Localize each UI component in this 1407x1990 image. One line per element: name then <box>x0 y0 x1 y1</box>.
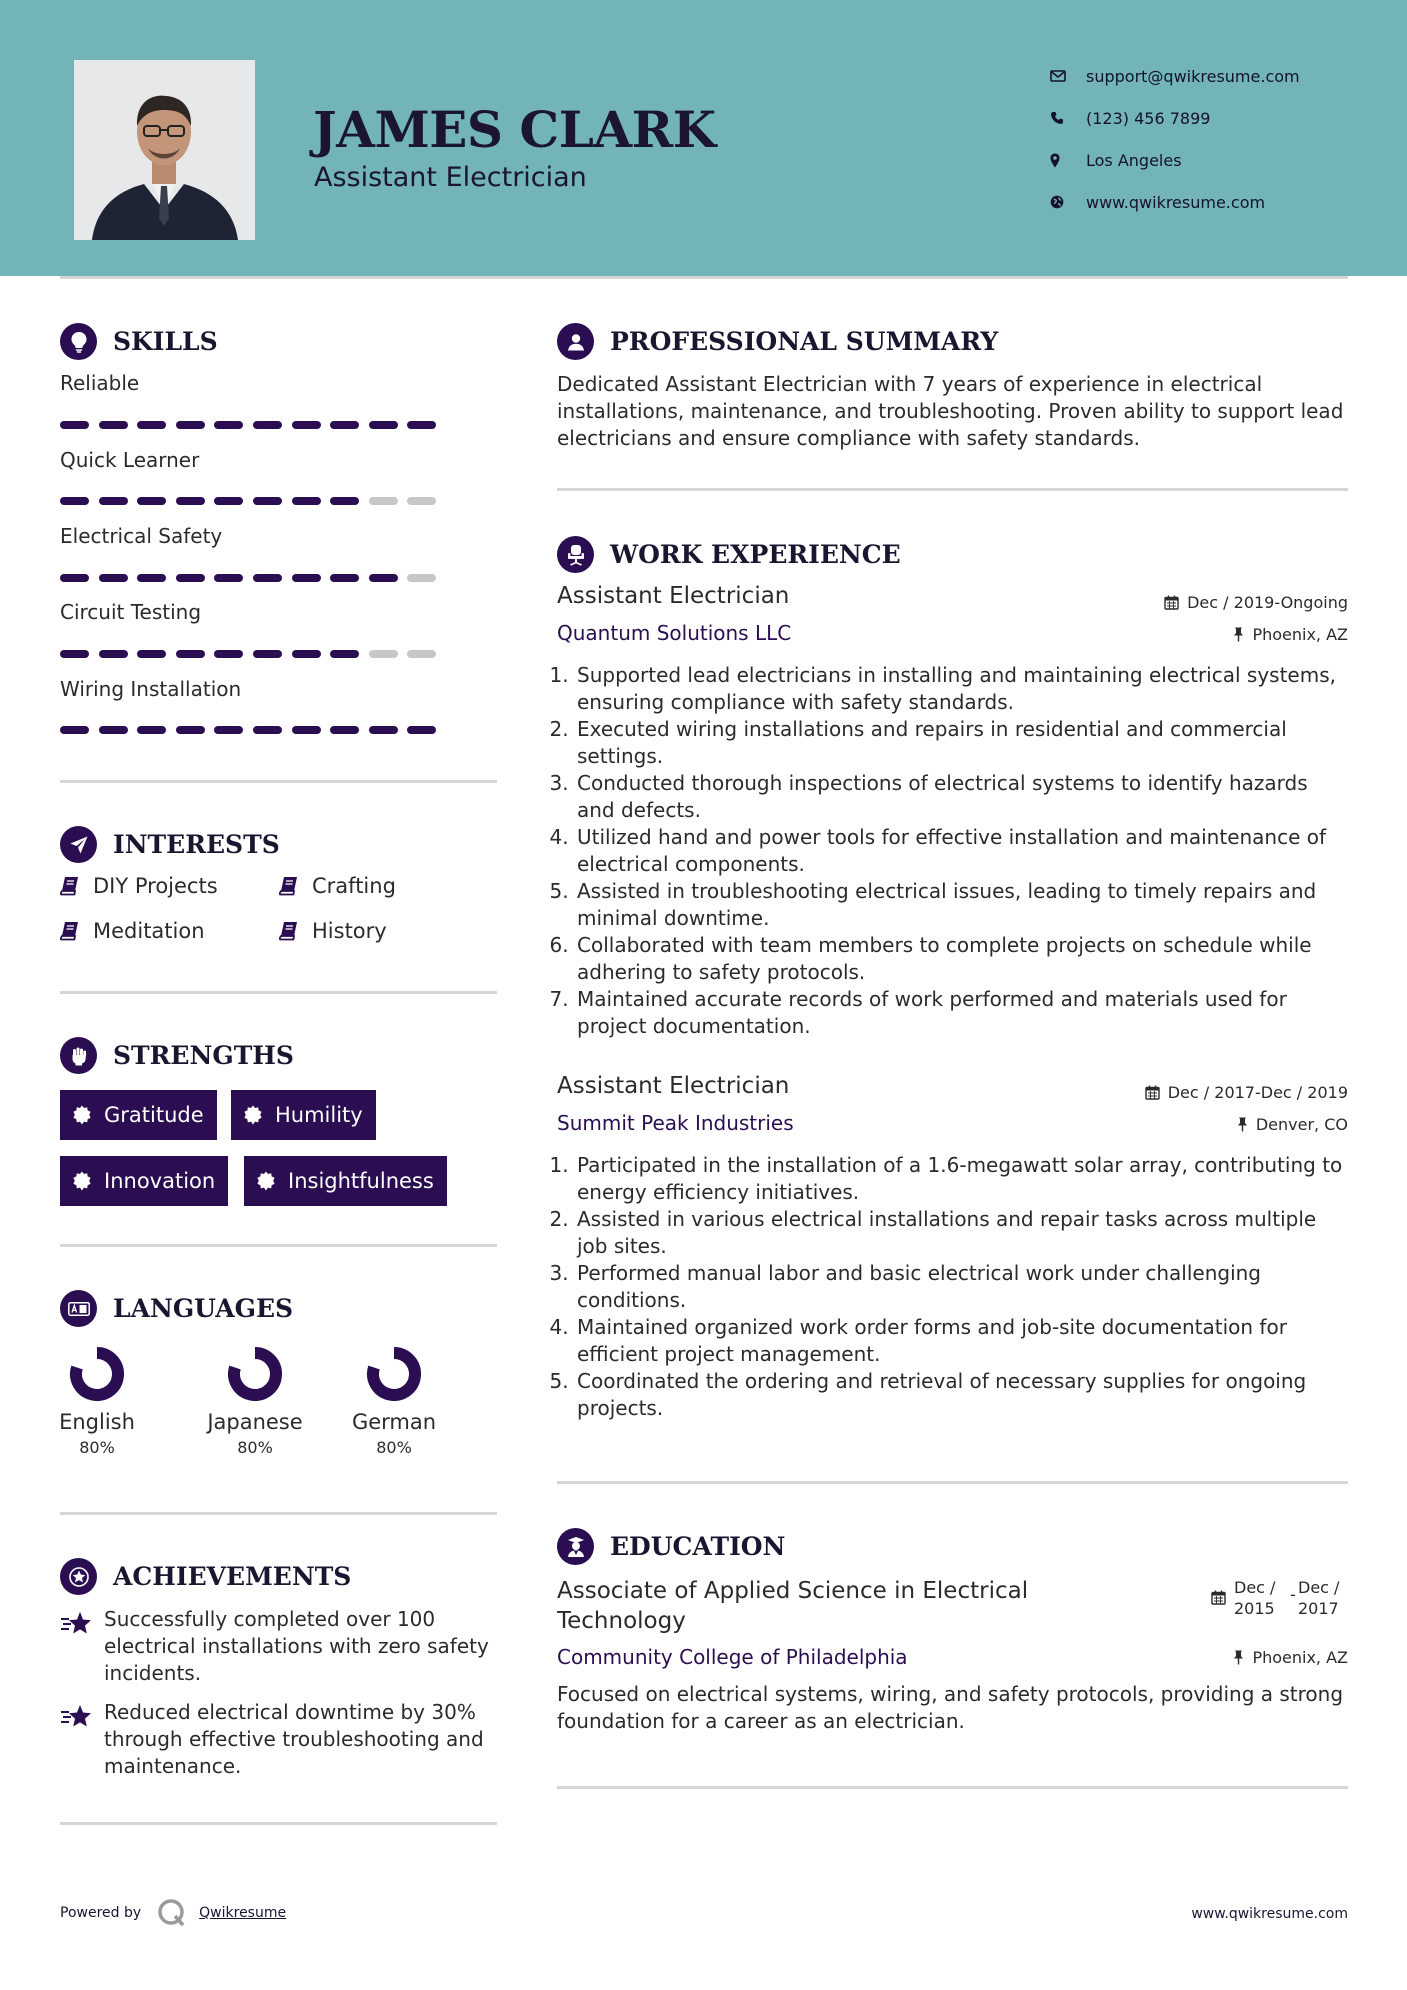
skill-level-bar <box>60 726 446 734</box>
badge-star-icon <box>243 1105 263 1125</box>
language-level-ring <box>362 1342 426 1406</box>
strength-tag: Gratitude <box>60 1090 217 1140</box>
interest-item: History <box>279 919 387 943</box>
job-location: Denver, CO <box>1237 1115 1348 1134</box>
calendar-icon <box>1211 1590 1226 1605</box>
skill-level-segment <box>407 421 436 429</box>
language-level-ring <box>223 1342 287 1406</box>
skill-name: Wiring Installation <box>60 677 242 701</box>
skill-level-segment <box>176 421 205 429</box>
skill-level-segment <box>369 574 398 582</box>
skill-level-segment <box>214 497 243 505</box>
lightbulb-icon <box>60 323 97 360</box>
list-item: 2. Executed wiring installations and repairs in residential and commercial settings. <box>575 716 1350 770</box>
language-item: Japanese 80% <box>200 1342 310 1457</box>
interest-item: Meditation <box>60 919 205 943</box>
list-item: 6. Collaborated with team members to complete projects on schedule while adhering to safety protocols. <box>575 932 1350 986</box>
book-icon <box>60 921 79 941</box>
candidate-name: JAMES CLARK <box>313 100 716 159</box>
education-heading: EDUCATION <box>557 1528 785 1565</box>
education-description: Focused on electrical systems, wiring, and safety protocols, providing a strong foundation for a career as an electrician. <box>557 1682 1344 1733</box>
strength-tag: Humility <box>231 1090 376 1140</box>
book-icon <box>279 921 298 941</box>
achievements-heading: ACHIEVEMENTS <box>60 1558 351 1595</box>
list-item: 5. Assisted in troubleshooting electrical issues, leading to timely repairs and minimal downtime. <box>575 878 1350 932</box>
company-name: Quantum Solutions LLC <box>557 621 792 645</box>
section-divider <box>60 991 497 994</box>
strength-tag: Innovation <box>60 1156 228 1206</box>
shooting-star-icon <box>60 1699 104 1780</box>
skill-level-segment <box>253 421 282 429</box>
skill-level-segment <box>292 650 321 658</box>
company-name: Summit Peak Industries <box>557 1111 794 1135</box>
job-dates: Dec / 2019-Ongoing <box>1164 593 1348 612</box>
skill-level-segment <box>407 574 436 582</box>
skill-level-segment <box>253 574 282 582</box>
skill-level-bar <box>60 650 446 658</box>
skill-level-segment <box>99 421 128 429</box>
section-divider <box>557 1786 1348 1789</box>
skill-level-segment <box>99 726 128 734</box>
skill-level-segment <box>292 497 321 505</box>
skills-heading: SKILLS <box>60 323 218 360</box>
paper-plane-icon <box>60 826 97 863</box>
phone-icon <box>1050 107 1086 129</box>
summary-heading: PROFESSIONAL SUMMARY <box>557 323 998 360</box>
job-dates: Dec / 2017-Dec / 2019 <box>1145 1083 1348 1102</box>
language-item: German 80% <box>344 1342 444 1457</box>
contact-phone[interactable]: (123) 456 7899 <box>1050 97 1300 139</box>
skill-level-segment <box>176 574 205 582</box>
user-circle-icon <box>557 323 594 360</box>
skill-name: Electrical Safety <box>60 524 223 548</box>
section-divider <box>60 1822 497 1825</box>
briefcase-chair-icon <box>557 536 594 573</box>
calendar-icon <box>1145 1085 1160 1100</box>
contact-list <box>1050 55 1300 223</box>
shooting-star-icon <box>60 1606 104 1687</box>
globe-icon <box>1050 191 1086 213</box>
pushpin-icon <box>1233 1650 1244 1665</box>
strengths-heading: STRENGTHS <box>60 1037 294 1074</box>
education-location: Phoenix, AZ <box>1233 1648 1348 1667</box>
interest-item: DIY Projects <box>60 874 218 898</box>
skill-level-segment <box>292 726 321 734</box>
skill-level-segment <box>99 650 128 658</box>
job-responsibilities <box>557 1152 1350 1422</box>
skill-level-segment <box>407 497 436 505</box>
list-item: 4. Maintained organized work order forms and job-site documentation for efficient project management. <box>575 1314 1350 1368</box>
resume-header <box>0 0 1407 276</box>
skill-level-segment <box>176 650 205 658</box>
badge-star-icon <box>256 1171 276 1191</box>
skill-level-segment <box>99 574 128 582</box>
interests-heading: INTERESTS <box>60 826 280 863</box>
award-star-icon <box>60 1558 97 1595</box>
language-level-ring <box>65 1342 129 1406</box>
skill-level-segment <box>369 497 398 505</box>
interest-item: Crafting <box>279 874 396 898</box>
skill-level-segment <box>330 574 359 582</box>
language-item: English 80% <box>52 1342 142 1457</box>
skill-level-segment <box>60 497 89 505</box>
skill-name: Circuit Testing <box>60 600 202 624</box>
skill-level-segment <box>330 726 359 734</box>
achievement-item: Reduced electrical downtime by 30% through effective troubleshooting and maintenance. <box>60 1699 504 1780</box>
book-icon <box>60 876 79 896</box>
job-title: Assistant Electrician <box>557 583 790 609</box>
section-divider <box>60 1512 497 1515</box>
skill-level-bar <box>60 421 446 429</box>
raised-fist-icon <box>60 1037 97 1074</box>
language-level-arc <box>234 1353 276 1395</box>
job-title: Assistant Electrician <box>557 1073 790 1099</box>
skill-level-segment <box>369 650 398 658</box>
skill-name: Reliable <box>60 371 140 395</box>
skill-level-segment <box>176 726 205 734</box>
skill-level-bar <box>60 497 446 505</box>
skill-level-segment <box>253 497 282 505</box>
skill-level-segment <box>369 726 398 734</box>
qwikresume-logo-icon <box>157 1898 187 1928</box>
skill-level-segment <box>214 726 243 734</box>
skill-level-segment <box>330 421 359 429</box>
contact-location: Los Angeles <box>1050 139 1300 181</box>
skill-level-segment <box>330 497 359 505</box>
envelope-icon <box>1050 65 1086 87</box>
language-icon <box>60 1290 97 1327</box>
book-icon <box>279 876 298 896</box>
skill-level-segment <box>253 726 282 734</box>
skill-level-segment <box>292 421 321 429</box>
skill-level-segment <box>176 497 205 505</box>
skill-level-segment <box>214 574 243 582</box>
skill-level-segment <box>60 574 89 582</box>
skill-level-segment <box>137 726 166 734</box>
skill-level-segment <box>137 497 166 505</box>
section-divider <box>557 1481 1348 1484</box>
graduate-icon <box>557 1528 594 1565</box>
achievement-item: Successfully completed over 100 electrical installations with zero safety incidents. <box>60 1606 504 1687</box>
skill-level-segment <box>407 650 436 658</box>
header-divider <box>60 276 1348 279</box>
degree-title: Associate of Applied Science in Electrical Technology <box>557 1578 1029 1634</box>
pushpin-icon <box>1237 1117 1248 1132</box>
contact-email[interactable]: support@qwikresume.com <box>1050 55 1300 97</box>
skill-level-segment <box>407 726 436 734</box>
section-divider <box>60 1244 497 1247</box>
skill-level-segment <box>214 650 243 658</box>
summary-text: Dedicated Assistant Electrician with 7 years of experience in electrical installations, maintenance, and troubleshooting. Proven ability to support lead electricians and ensure compliance with safety standards. <box>557 372 1344 450</box>
list-item: 3. Conducted thorough inspections of electrical systems to identify hazards and defects. <box>575 770 1350 824</box>
calendar-icon <box>1164 595 1179 610</box>
skill-level-segment <box>60 726 89 734</box>
skill-name: Quick Learner <box>60 448 200 472</box>
strength-tag: Insightfulness <box>244 1156 447 1206</box>
skill-level-segment <box>214 421 243 429</box>
languages-heading: LANGUAGES <box>60 1290 293 1327</box>
skill-level-bar <box>60 574 446 582</box>
section-divider <box>60 780 497 783</box>
pushpin-icon <box>1233 627 1244 642</box>
skill-level-segment <box>137 574 166 582</box>
skill-level-segment <box>330 650 359 658</box>
qwikresume-link[interactable]: Qwikresume <box>199 1905 287 1921</box>
section-divider <box>557 488 1348 491</box>
list-item: 5. Coordinated the ordering and retrieval of necessary supplies for ongoing projects. <box>575 1368 1350 1422</box>
badge-star-icon <box>72 1105 92 1125</box>
list-item: 4. Utilized hand and power tools for effective installation and maintenance of electrical components. <box>575 824 1350 878</box>
list-item: 7. Maintained accurate records of work performed and materials used for project documentation. <box>575 986 1350 1040</box>
skill-level-segment <box>137 421 166 429</box>
skill-level-segment <box>292 574 321 582</box>
school-name: Community College of Philadelphia <box>557 1645 908 1669</box>
language-level-arc <box>76 1353 118 1395</box>
list-item: 3. Performed manual labor and basic electrical work under challenging conditions. <box>575 1260 1350 1314</box>
map-pin-icon <box>1050 149 1086 171</box>
candidate-role: Assistant Electrician <box>314 162 587 193</box>
job-location: Phoenix, AZ <box>1233 625 1348 644</box>
footer-website[interactable]: www.qwikresume.com <box>1191 1906 1348 1922</box>
list-item: 1. Supported lead electricians in installing and maintaining electrical systems, ensuring compliance with safety standards. <box>575 662 1350 716</box>
skill-level-segment <box>60 650 89 658</box>
list-item: 2. Assisted in various electrical installations and repair tasks across multiple job sites. <box>575 1206 1350 1260</box>
experience-heading: WORK EXPERIENCE <box>557 536 901 573</box>
job-responsibilities <box>557 662 1350 1040</box>
language-level-arc <box>373 1353 415 1395</box>
skill-level-segment <box>137 650 166 658</box>
education-dates: Dec / 2015 - Dec / 2017 <box>1211 1577 1348 1619</box>
profile-photo <box>74 60 255 240</box>
skill-level-segment <box>369 421 398 429</box>
skill-level-segment <box>253 650 282 658</box>
skill-level-segment <box>99 497 128 505</box>
contact-website[interactable]: www.qwikresume.com <box>1050 181 1300 223</box>
powered-by: Powered by Qwikresume <box>60 1898 286 1928</box>
skill-level-segment <box>60 421 89 429</box>
badge-star-icon <box>72 1171 92 1191</box>
list-item: 1. Participated in the installation of a 1.6-megawatt solar array, contributing to energy efficiency initiatives. <box>575 1152 1350 1206</box>
